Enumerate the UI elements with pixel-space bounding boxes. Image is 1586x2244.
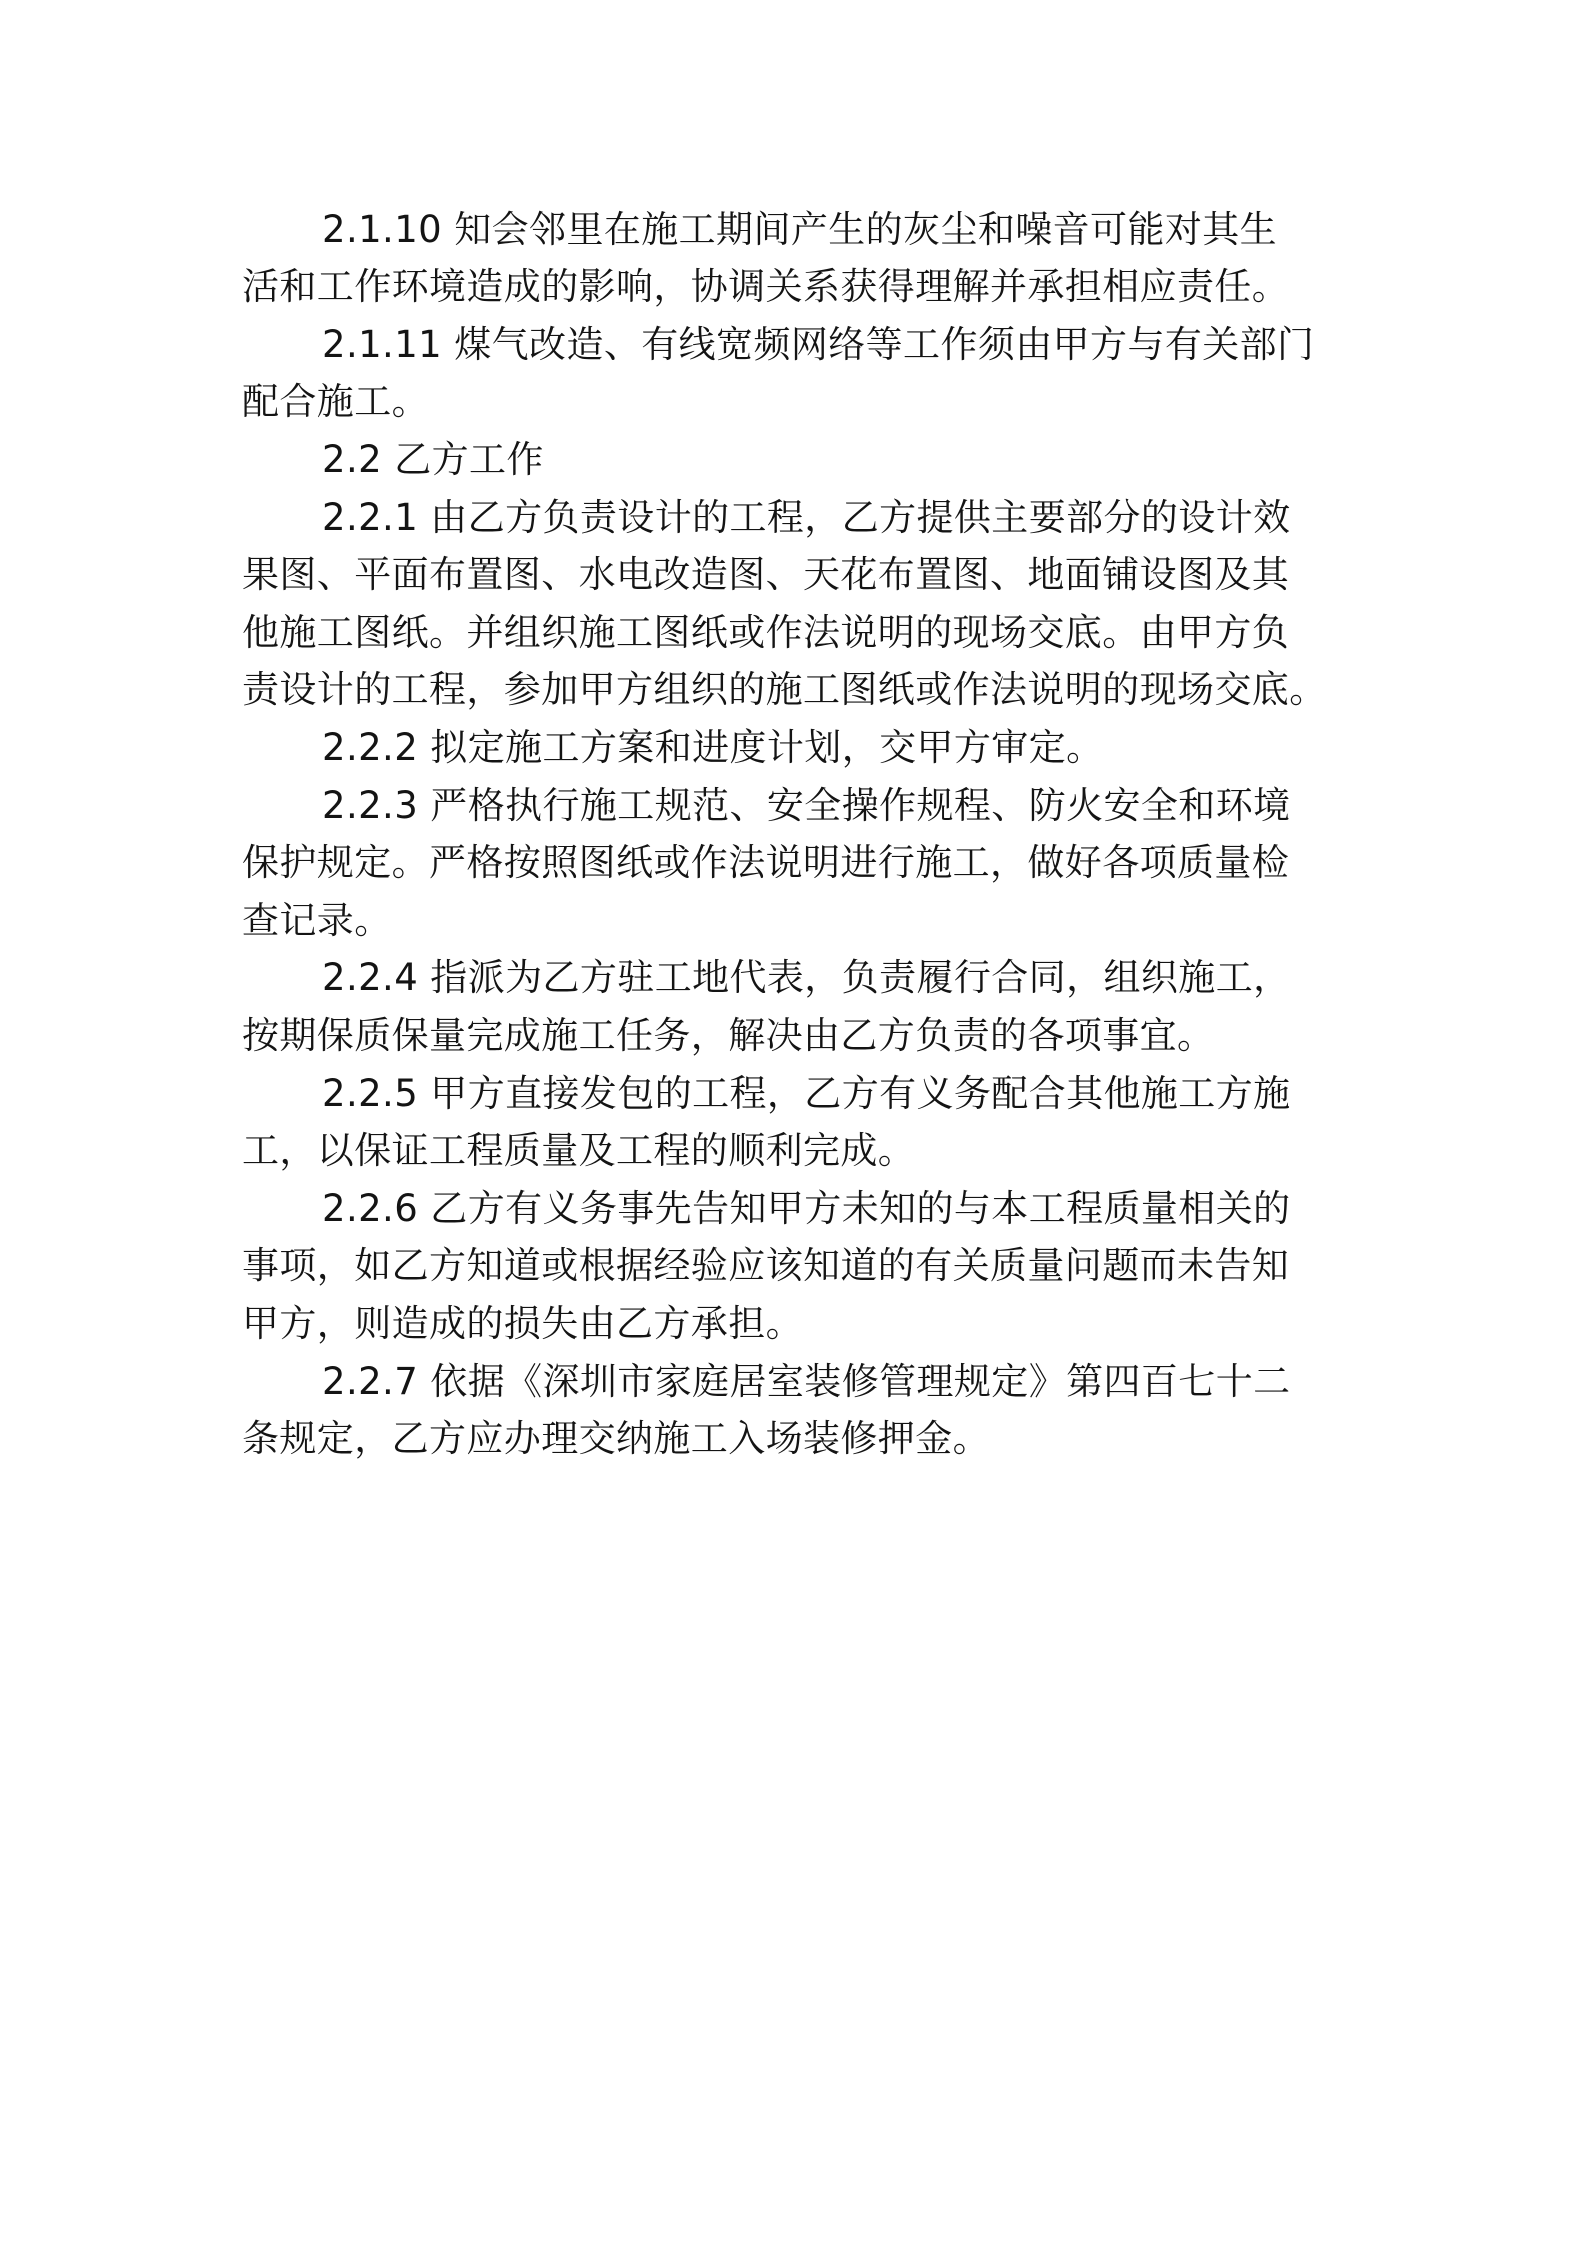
paragraph-2-2-4-line-1: 2.2.4 指派为乙方驻工地代表，负责履行合同，组织施工，	[322, 956, 1291, 999]
paragraph-2-1-11-line-2: 配合施工。	[242, 380, 429, 423]
paragraph-2-2-7-line-1: 2.2.7 依据《深圳市家庭居室装修管理规定》第四百七十二	[322, 1360, 1291, 1403]
paragraph-2-2-6-line-2: 事项，如乙方知道或根据经验应该知道的有关质量问题而未告知	[242, 1244, 1290, 1287]
paragraph-2-2-3-line-2: 保护规定。严格按照图纸或作法说明进行施工，做好各项质量检	[242, 841, 1290, 884]
paragraph-2-2-1-line-1: 2.2.1 由乙方负责设计的工程，乙方提供主要部分的设计效	[322, 496, 1291, 539]
paragraph-2-2-1-line-4: 责设计的工程，参加甲方组织的施工图纸或作法说明的现场交底。	[242, 668, 1327, 711]
paragraph-2-2-6-line-1: 2.2.6 乙方有义务事先告知甲方未知的与本工程质量相关的	[322, 1187, 1291, 1230]
paragraph-2-1-11-line-1: 2.1.11 煤气改造、有线宽频网络等工作须由甲方与有关部门	[322, 323, 1315, 366]
paragraph-2-2-3-line-3: 查记录。	[242, 899, 392, 942]
paragraph-2-2-5-line-1: 2.2.5 甲方直接发包的工程，乙方有义务配合其他施工方施	[322, 1072, 1291, 1115]
paragraph-2-2-3-line-1: 2.2.3 严格执行施工规范、安全操作规程、防火安全和环境	[322, 784, 1291, 827]
paragraph-2-2-4-line-2: 按期保质保量完成施工任务，解决由乙方负责的各项事宜。	[242, 1014, 1215, 1057]
paragraph-2-2-1-line-2: 果图、平面布置图、水电改造图、天花布置图、地面铺设图及其	[242, 553, 1290, 596]
section-heading-2-2: 2.2 乙方工作	[322, 438, 544, 481]
paragraph-2-1-10-line-2: 活和工作环境造成的影响，协调关系获得理解并承担相应责任。	[242, 265, 1290, 308]
paragraph-2-1-10-line-1: 2.1.10 知会邻里在施工期间产生的灰尘和噪音可能对其生	[322, 208, 1278, 251]
paragraph-2-2-5-line-2: 工，以保证工程质量及工程的顺利完成。	[242, 1129, 916, 1172]
paragraph-2-2-6-line-3: 甲方，则造成的损失由乙方承担。	[242, 1302, 803, 1345]
paragraph-2-2-1-line-3: 他施工图纸。并组织施工图纸或作法说明的现场交底。由甲方负	[242, 611, 1290, 654]
paragraph-2-2-2-line-1: 2.2.2 拟定施工方案和进度计划，交甲方审定。	[322, 726, 1104, 769]
paragraph-2-2-7-line-2: 条规定，乙方应办理交纳施工入场装修押金。	[242, 1417, 990, 1460]
